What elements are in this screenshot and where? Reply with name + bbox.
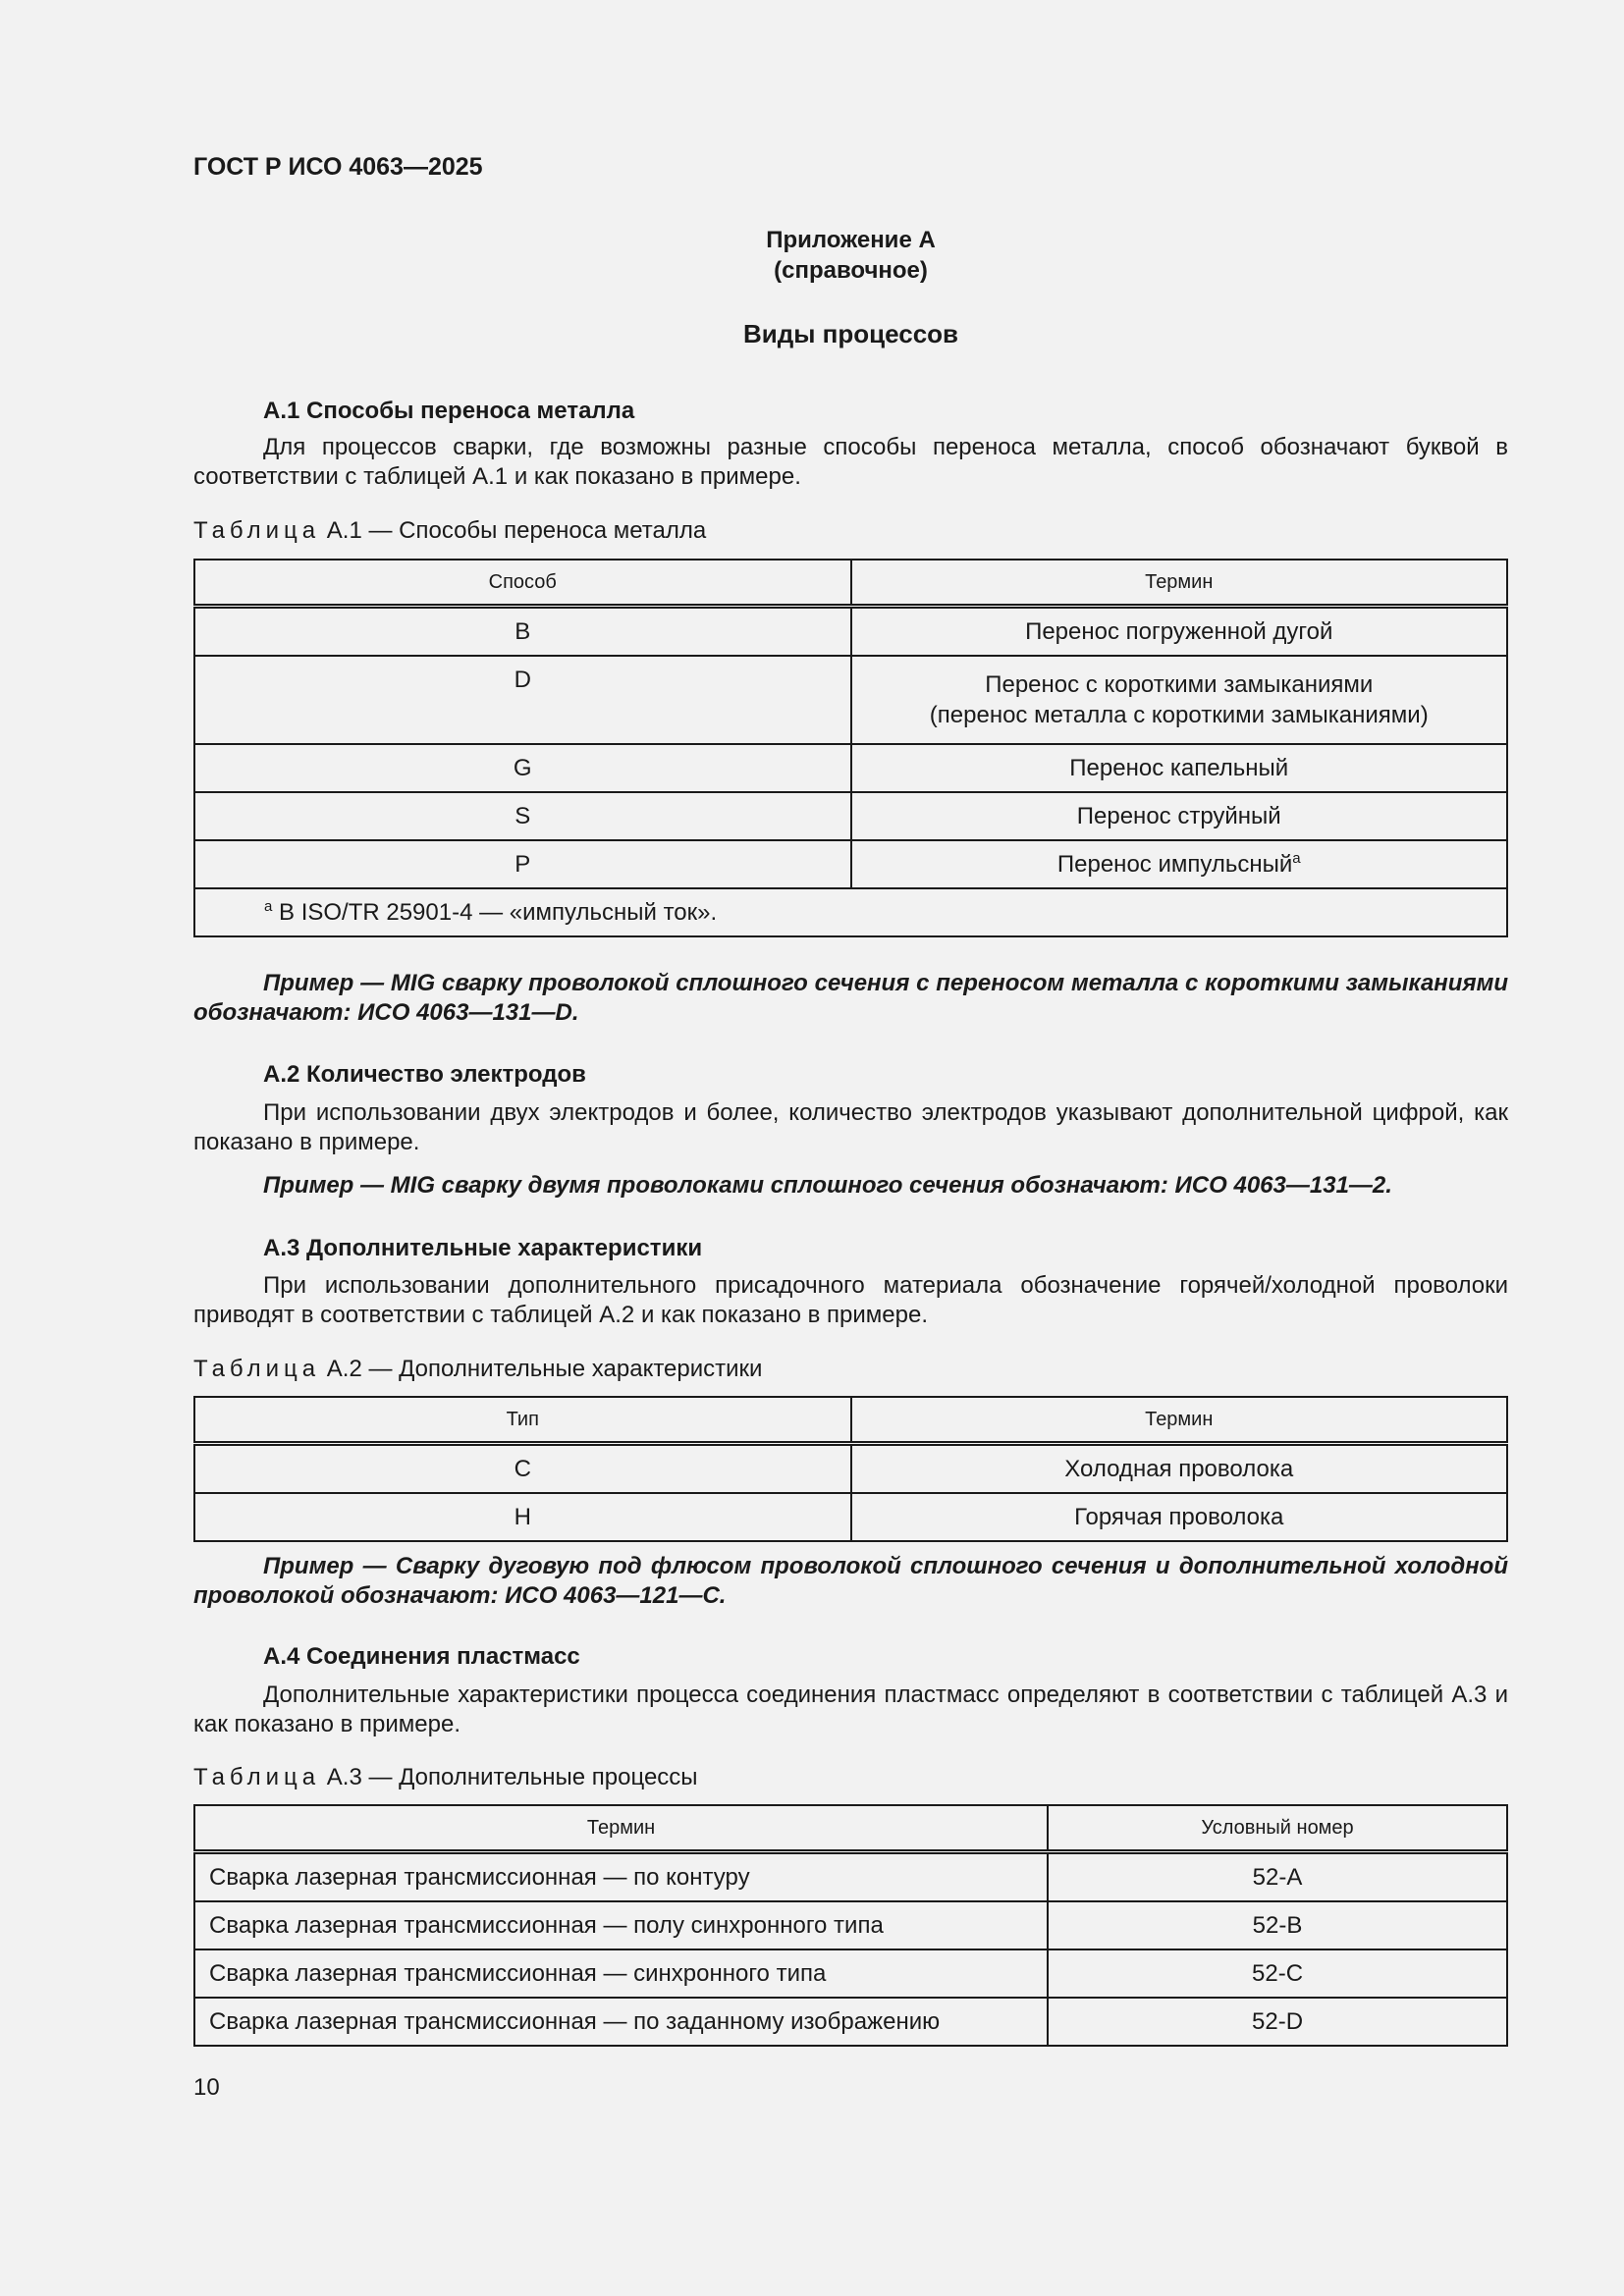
example-a1: Пример — MIG сварку проволокой сплошного сечения с переносом металла с короткими замыканиями обозначают: ИСО 4063—131—D.: [193, 970, 1508, 1026]
table-row: [194, 1493, 1507, 1541]
cell-text: Перенос импульсный: [1056, 851, 1293, 878]
section-a4-heading: А.4 Соединения пластмасс: [263, 1643, 580, 1670]
table-a3-caption: [193, 1764, 1508, 1791]
column-header: Способ: [194, 560, 851, 607]
table-row: [194, 1998, 1507, 2046]
cell: S: [194, 792, 851, 840]
table-row: [194, 840, 1507, 888]
annex-type: (справочное): [774, 257, 928, 284]
cell: Сварка лазерная трансмиссионная — по контуру: [194, 1852, 1048, 1902]
cell: C: [194, 1444, 851, 1494]
footnote-ref: a: [1292, 850, 1301, 867]
table-a1: [193, 559, 1508, 937]
table-row: [194, 656, 1507, 744]
cell: B: [194, 607, 851, 657]
cell: 52-B: [1048, 1901, 1507, 1949]
table-row: [194, 1949, 1507, 1998]
table-row: [194, 607, 1507, 657]
column-header: Термин: [851, 1397, 1508, 1444]
cell: D: [194, 656, 851, 744]
footnote-text: В ISO/TR 25901-4 — «импульсный ток».: [279, 899, 718, 926]
annex-heading: Виды процессов: [742, 319, 959, 348]
caption-word: Таблица: [193, 517, 321, 544]
caption-text: А.1 — Способы переноса металла: [326, 517, 707, 544]
section-a1-heading: А.1 Способы переноса металла: [263, 398, 635, 424]
table-row: [194, 1901, 1507, 1949]
cell: Перенос струйный: [851, 792, 1508, 840]
section-a2-paragraph: При использовании двух электродов и более, количество электродов указывают дополнительной цифрой, как показано в примере.: [193, 1099, 1508, 1155]
section-a4-paragraph: Дополнительные характеристики процесса соединения пластмасс определяют в соответствии с таблицей А.3 и как показано в примере.: [193, 1682, 1508, 1737]
table-a1-caption: [193, 517, 1508, 545]
column-header: Условный номер: [1048, 1805, 1507, 1852]
document-header: ГОСТ Р ИСО 4063—2025: [193, 153, 483, 181]
table-row: [194, 744, 1507, 792]
cell: Сварка лазерная трансмиссионная — по заданному изображению: [194, 1998, 1048, 2046]
cell-line: Перенос с короткими замыканиями: [985, 671, 1374, 698]
cell: Перенос капельный: [851, 744, 1508, 792]
column-header: Термин: [194, 1805, 1048, 1852]
cell: Сварка лазерная трансмиссионная — синхронного типа: [194, 1949, 1048, 1998]
footnote-mark: a: [264, 898, 273, 915]
caption-text: А.3 — Дополнительные процессы: [326, 1764, 698, 1790]
cell: Холодная проволока: [851, 1444, 1508, 1494]
cell: 52-C: [1048, 1949, 1507, 1998]
example-a3: Пример — Сварку дуговую под флюсом проволокой сплошного сечения и дополнительной холодной проволокой обозначают: ИСО 4063—121—C.: [193, 1553, 1508, 1609]
column-header: Тип: [194, 1397, 851, 1444]
cell: Сварка лазерная трансмиссионная — полу синхронного типа: [194, 1901, 1048, 1949]
table-row: [194, 1852, 1507, 1902]
caption-text: А.2 — Дополнительные характеристики: [326, 1356, 763, 1382]
caption-word: Таблица: [193, 1764, 321, 1790]
cell: 52-A: [1048, 1852, 1507, 1902]
cell: P: [194, 840, 851, 888]
cell: Перенос погруженной дугой: [851, 607, 1508, 657]
section-a2-heading: А.2 Количество электродов: [263, 1061, 586, 1088]
annex-title: Приложение А: [766, 227, 936, 253]
section-a3-paragraph: При использовании дополнительного присадочного материала обозначение горячей/холодной проволоки приводят в соответствии с таблицей А.2 и как показано в примере.: [193, 1272, 1508, 1328]
column-header: Термин: [851, 560, 1508, 607]
page-number: 10: [193, 2074, 220, 2101]
footnote: [194, 888, 1507, 936]
table-row: [194, 792, 1507, 840]
cell-line: (перенос металла с короткими замыканиями): [929, 702, 1429, 728]
cell: [851, 840, 1508, 888]
table-a2-caption: [193, 1356, 1508, 1383]
cell: Горячая проволока: [851, 1493, 1508, 1541]
cell: H: [194, 1493, 851, 1541]
table-a2: [193, 1396, 1508, 1542]
cell: G: [194, 744, 851, 792]
table-row: [194, 1444, 1507, 1494]
footnote-row: [194, 888, 1507, 936]
section-a1-paragraph: Для процессов сварки, где возможны разные способы переноса металла, способ обозначают буквой в соответствии с таблицей А.1 и как показано в примере.: [193, 434, 1508, 490]
cell: 52-D: [1048, 1998, 1507, 2046]
example-a2: Пример — MIG сварку двумя проволоками сплошного сечения обозначают: ИСО 4063—131—2.: [263, 1172, 1392, 1199]
section-a3-heading: А.3 Дополнительные характеристики: [263, 1235, 703, 1261]
cell: [851, 656, 1508, 744]
table-a3: [193, 1804, 1508, 2047]
caption-word: Таблица: [193, 1356, 321, 1382]
